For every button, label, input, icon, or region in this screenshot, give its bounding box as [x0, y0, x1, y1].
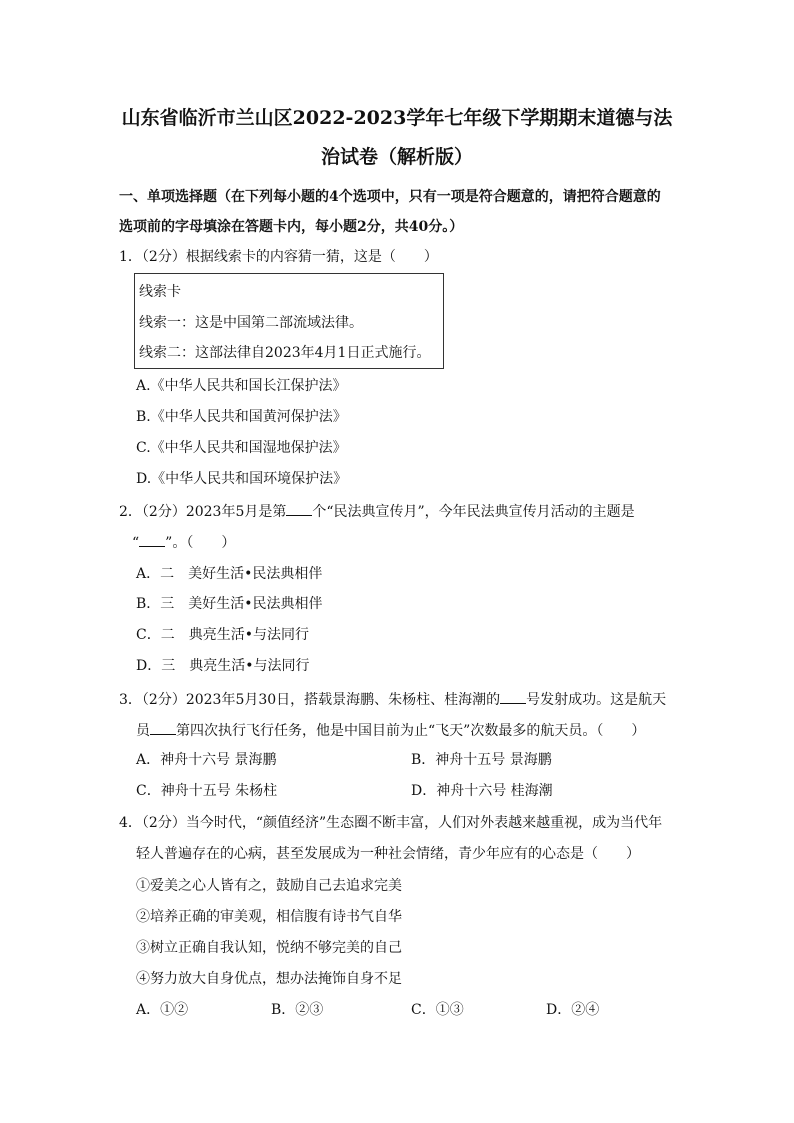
answer-blank: [139, 532, 165, 547]
question-3-option-c: C．神舟十五号 朱杨柱: [136, 783, 278, 799]
question-4-statement-3: ③树立正确自我认知，悦纳不够完美的自己: [136, 940, 402, 956]
question-3-stem-part-4: 第四次执行飞行任务，他是中国目前为止“飞天”次数最多的航天员。（ ）: [176, 723, 646, 739]
clue-card: [134, 273, 444, 369]
question-2-option-a: A．二 美好生活•民法典相伴: [136, 566, 323, 582]
clue-1: 线索一：这是中国第二部流域法律。: [139, 315, 363, 331]
question-1-option-a: A.《中华人民共和国长江保护法》: [136, 378, 347, 394]
answer-blank: [500, 689, 526, 704]
question-2-stem-part-2: 个“民法典宣传月”，今年民法典宣传月活动的主题是: [312, 504, 635, 520]
question-2-stem-line-1: [119, 501, 635, 521]
question-2-stem-part-3: “: [132, 535, 140, 551]
question-4-option-c: C．①③: [411, 1002, 464, 1018]
question-2-stem-part-4: ”。（ ）: [165, 535, 236, 551]
question-1-stem: 1．（2分）根据线索卡的内容猜一猜，这是（ ）: [119, 249, 438, 265]
page-title-line-1: 山东省临沂市兰山区2022-2023学年七年级下学期期末道德与法: [121, 107, 673, 129]
clue-card-title: 线索卡: [139, 284, 181, 300]
question-2-option-b: B．三 美好生活•民法典相伴: [136, 596, 323, 612]
answer-blank: [150, 720, 176, 735]
question-3-stem-line-2: [136, 720, 645, 740]
answer-blank: [286, 501, 312, 516]
question-1-option-b: B.《中华人民共和国黄河保护法》: [136, 409, 347, 425]
question-3-stem-part-1: 3．（2分）2023年5月30日，搭载景海鹏、朱杨柱、桂海潮的: [119, 692, 501, 708]
question-3-stem-part-2: 号发射成功。这是航天: [526, 692, 667, 708]
question-3-stem-part-3: 员: [136, 723, 150, 739]
question-4-option-b: B．②③: [271, 1002, 324, 1018]
question-2-stem-line-2: [132, 532, 235, 552]
question-2-option-c: C．二 典亮生活•与法同行: [136, 627, 309, 643]
question-4-stem-line-2: 轻人普遍存在的心病，甚至发展成为一种社会情绪，青少年应有的心态是（ ）: [136, 846, 640, 862]
question-4-statement-4: ④努力放大自身优点，想办法掩饰自身不足: [136, 971, 402, 987]
question-2-option-d: D．三 典亮生活•与法同行: [136, 658, 310, 674]
question-3-option-a: A．神舟十六号 景海鹏: [136, 752, 277, 768]
question-1-option-c: C.《中华人民共和国湿地保护法》: [136, 440, 347, 456]
question-4-statement-2: ②培养正确的审美观，相信腹有诗书气自华: [136, 909, 402, 925]
section-heading-line-2: 选项前的字母填涂在答题卡内，每小题2分，共40分。）: [119, 219, 464, 235]
question-3-stem-line-1: [119, 689, 666, 709]
question-4-statement-1: ①爱美之心人皆有之，鼓励自己去追求完美: [136, 878, 402, 894]
question-1-option-d: D.《中华人民共和国环境保护法》: [136, 471, 348, 487]
question-4-stem-line-1: 4．（2分）当今时代，“颜值经济”生态圈不断丰富，人们对外表越来越重视，成为当代年: [119, 815, 663, 831]
clue-2: 线索二：这部法律自2023年4月1日正式施行。: [139, 345, 431, 361]
question-4-option-d: D．②④: [546, 1002, 600, 1018]
question-3-option-d: D．神舟十六号 桂海潮: [411, 783, 553, 799]
question-3-option-b: B．神舟十五号 景海鹏: [411, 752, 552, 768]
question-2-stem-part-1: 2．（2分）2023年5月是第: [119, 504, 287, 520]
page-title-line-2: 治试卷（解析版）: [320, 146, 473, 168]
question-4-option-a: A．①②: [136, 1002, 189, 1018]
section-heading-line-1: 一、单项选择题（在下列每小题的4个选项中，只有一项是符合题意的，请把符合题意的: [119, 189, 661, 205]
